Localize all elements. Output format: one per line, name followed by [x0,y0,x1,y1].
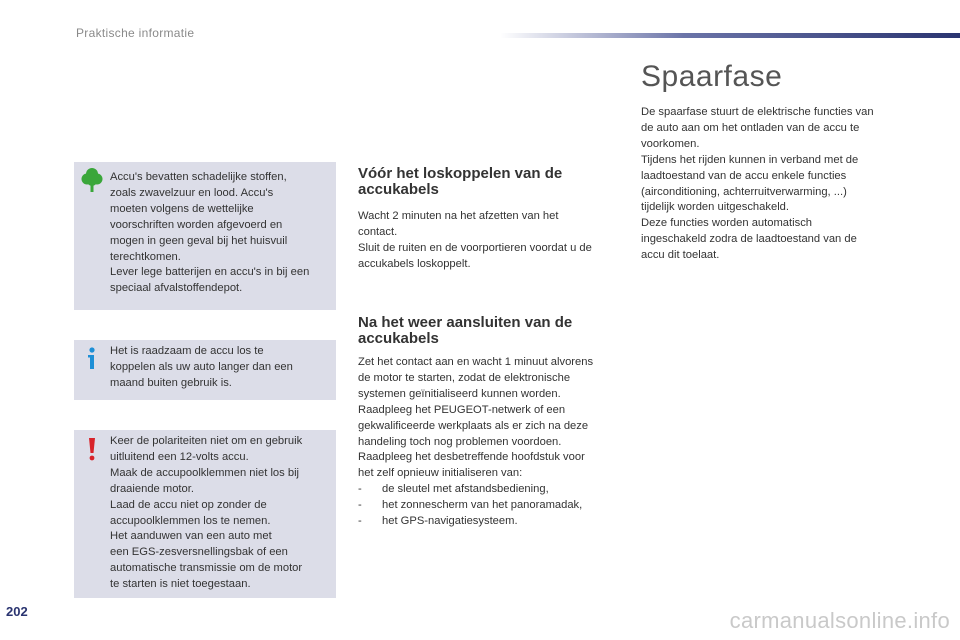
exclamation-icon [80,434,104,462]
section-heading: Na het weer aansluiten van de accukabels [358,314,573,347]
list-item: - het zonnescherm van het panoramadak, [358,498,623,514]
section-title: Spaarfase [641,60,783,93]
watermark: carmanualsonline.info [729,608,950,633]
list-item: - de sleutel met afstandsbediening, [358,482,623,498]
section-heading: Vóór het loskoppelen van de accukabels [358,165,563,198]
section-before-disconnecting [358,166,623,273]
environment-note-text: Accu's bevatten schadelijke stoffen, zoals zwavelzuur en lood. Accu's moeten volgens de wettelijke voorschriften worden afgevoerd en mogen in geen geval bij het huisvuil terechtkomen. Lever lege batterijen en accu's in bij een speciaal afvalstoffendepot. [110,171,310,295]
environment-note [74,162,336,310]
info-icon [80,344,104,372]
section-body: Zet het contact aan en wacht 1 minuut alvorens de motor te starten, zodat de elektronische systemen geïnitialiseerd kunnen worden. Raadpleeg het PEUGEOT-netwerk of een gekwalificeerde werkplaats als er zich na deze handeling toch nog problemen voordoen. Raadpleeg het desbetreffende hoofdstuk voor het zelf opnieuw initialiseren van: - de sleutel met afstandsbediening, - het zonnescherm van het panoramadak, - het GPS-navigatiesysteem. [358,355,623,530]
list-item: - het GPS-navigatiesysteem. [358,514,623,530]
info-note-text: Het is raadzaam de accu los te koppelen als uw auto langer dan een maand buiten gebruik is. [110,345,293,389]
warning-note-text: Keer de polariteiten niet om en gebruik uitluitend een 12-volts accu. Maak de accupoolklemmen niet los bij draaiende motor. Laad de accu niet op zonder de accupoolklemmen los te nemen. Het aanduwen van een auto met een EGS-zesversnellingsbak of een automatische transmissie om de motor te starten is niet toegestaan. [110,435,303,591]
section-after-reconnecting [358,315,623,530]
section-body: De spaarfase stuurt de elektrische functies van de auto aan om het ontladen van de accu te voorkomen. Tijdens het rijden kunnen in verband met de laadtoestand van de accu enkele functies (airconditioning, achterruitverwarming, ...) tijdelijk worden uitgeschakeld. Deze functies worden automatisch ingeschakeld zodra de laadtoestand van de accu dit toelaat. [641,106,874,262]
warning-note [74,430,336,598]
section-spaarfase [641,60,911,264]
section-body: Wacht 2 minuten na het afzetten van het contact. Sluit de ruiten en de voorportieren voordat u de accukabels loskoppelt. [358,210,592,270]
tree-icon [80,166,104,194]
page-number: 202 [6,604,28,619]
header-divider-bar [500,33,960,38]
page-header-title: Praktische informatie [76,26,195,40]
info-note [74,340,336,400]
